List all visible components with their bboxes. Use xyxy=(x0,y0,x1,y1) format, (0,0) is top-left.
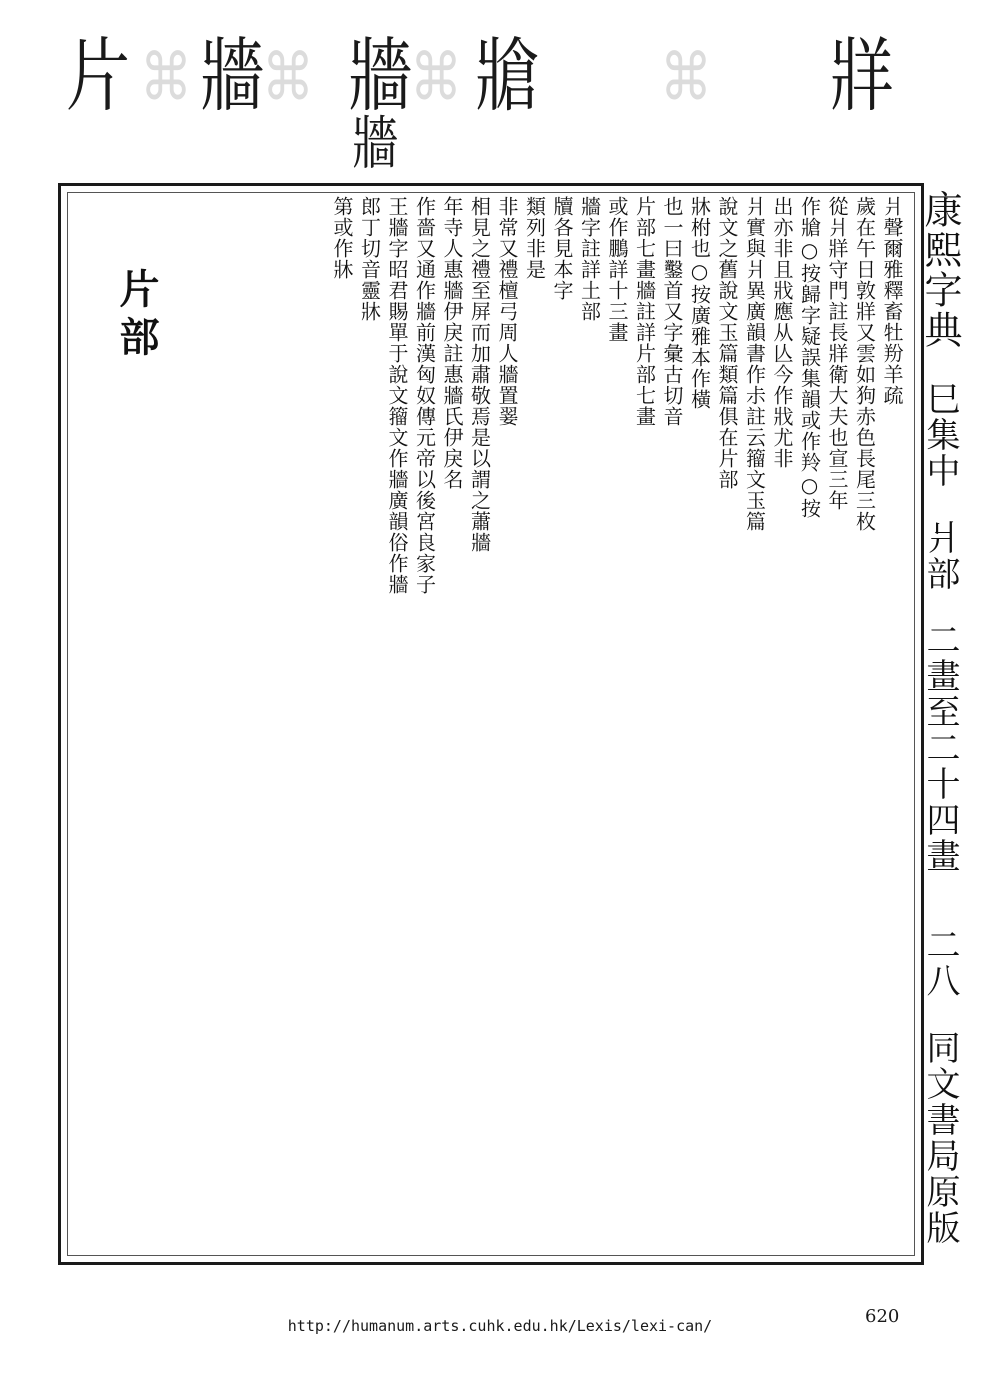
seal-glyph: 片 xyxy=(66,30,130,124)
text-column: 歲在午日敦牂又雲如狗赤色長尾三枚 xyxy=(852,196,877,532)
page-number: 620 xyxy=(865,1306,900,1327)
text-column: 郎丁切音靈牀 xyxy=(357,196,382,322)
text-column: 出亦非且戕應从亾今作戕尤非 xyxy=(770,196,794,469)
seal-script-header xyxy=(0,0,1000,185)
dictionary-body xyxy=(70,196,905,1256)
seal-glyph: 牆 xyxy=(348,30,412,124)
faint-seal-glyph: ⌘ xyxy=(410,40,462,116)
text-column: 從爿牂守門註長牂衛大夫也宣三年 xyxy=(825,196,849,511)
volume-page-label: 二八 xyxy=(920,927,960,1000)
text-column: 年寺人惠牆伊戾註惠牆氏伊戾名 xyxy=(440,196,464,490)
faint-seal-glyph: ⌘ xyxy=(140,40,192,116)
text-column: 牆字註詳土部 xyxy=(577,196,602,322)
seal-glyph: 牆 xyxy=(200,30,264,124)
publisher-label: 同文書局原版 xyxy=(920,1030,960,1247)
text-column: 作牄○按歸字疑誤集韻或作羚○按 xyxy=(797,196,822,519)
source-url[interactable]: http://humanum.arts.cuhk.edu.hk/Lexis/lexi-can/ xyxy=(287,1317,713,1335)
text-column: 也一曰鑿首又字彙古切音 xyxy=(660,196,684,427)
text-column: 牘各見本字 xyxy=(550,196,574,301)
text-column: 王牆字昭君賜單于說文籀文作牆廣韻俗作牆 xyxy=(385,196,409,595)
text-column: 作嗇又通作牆前漢匈奴傳元帝以後宮良家子 xyxy=(412,196,437,595)
text-column: 非常又禮檀弓周人牆置翣 xyxy=(495,196,519,427)
text-column: 第或作牀 xyxy=(330,196,354,280)
seal-glyph: 牂 xyxy=(830,30,894,124)
text-column: 爿聲爾雅釋畜牡羒羊疏 xyxy=(880,196,904,406)
text-column: 相見之禮至屏而加肅敬焉是以謂之蕭牆 xyxy=(467,196,492,553)
text-column: 爿實與爿異廣韻書作尗註云籀文玉篇 xyxy=(742,196,767,532)
dictionary-title: 康熙字典 xyxy=(918,190,962,350)
radical-label: 爿部 xyxy=(920,519,960,592)
collection-label: 巳集中 xyxy=(920,380,960,489)
seal-sub-glyph: 牆 xyxy=(352,109,398,177)
text-column: 類列非是 xyxy=(522,196,547,280)
stroke-range-label: 二畫至二十四畫 xyxy=(920,622,960,875)
text-column: 牀柎也○按廣雅本作橫 xyxy=(687,196,712,410)
running-head xyxy=(908,190,968,1270)
seal-glyph: 牄 xyxy=(475,30,539,124)
faint-seal-glyph: ⌘ xyxy=(660,40,712,116)
text-column: 或作鵬詳十三畫 xyxy=(605,196,629,343)
text-column: 片部七畫牆註詳片部七畫 xyxy=(632,196,657,427)
section-header: 片部 xyxy=(113,268,160,364)
faint-seal-glyph: ⌘ xyxy=(262,40,314,116)
text-column: 說文之舊說文玉篇類篇俱在片部 xyxy=(715,196,739,490)
